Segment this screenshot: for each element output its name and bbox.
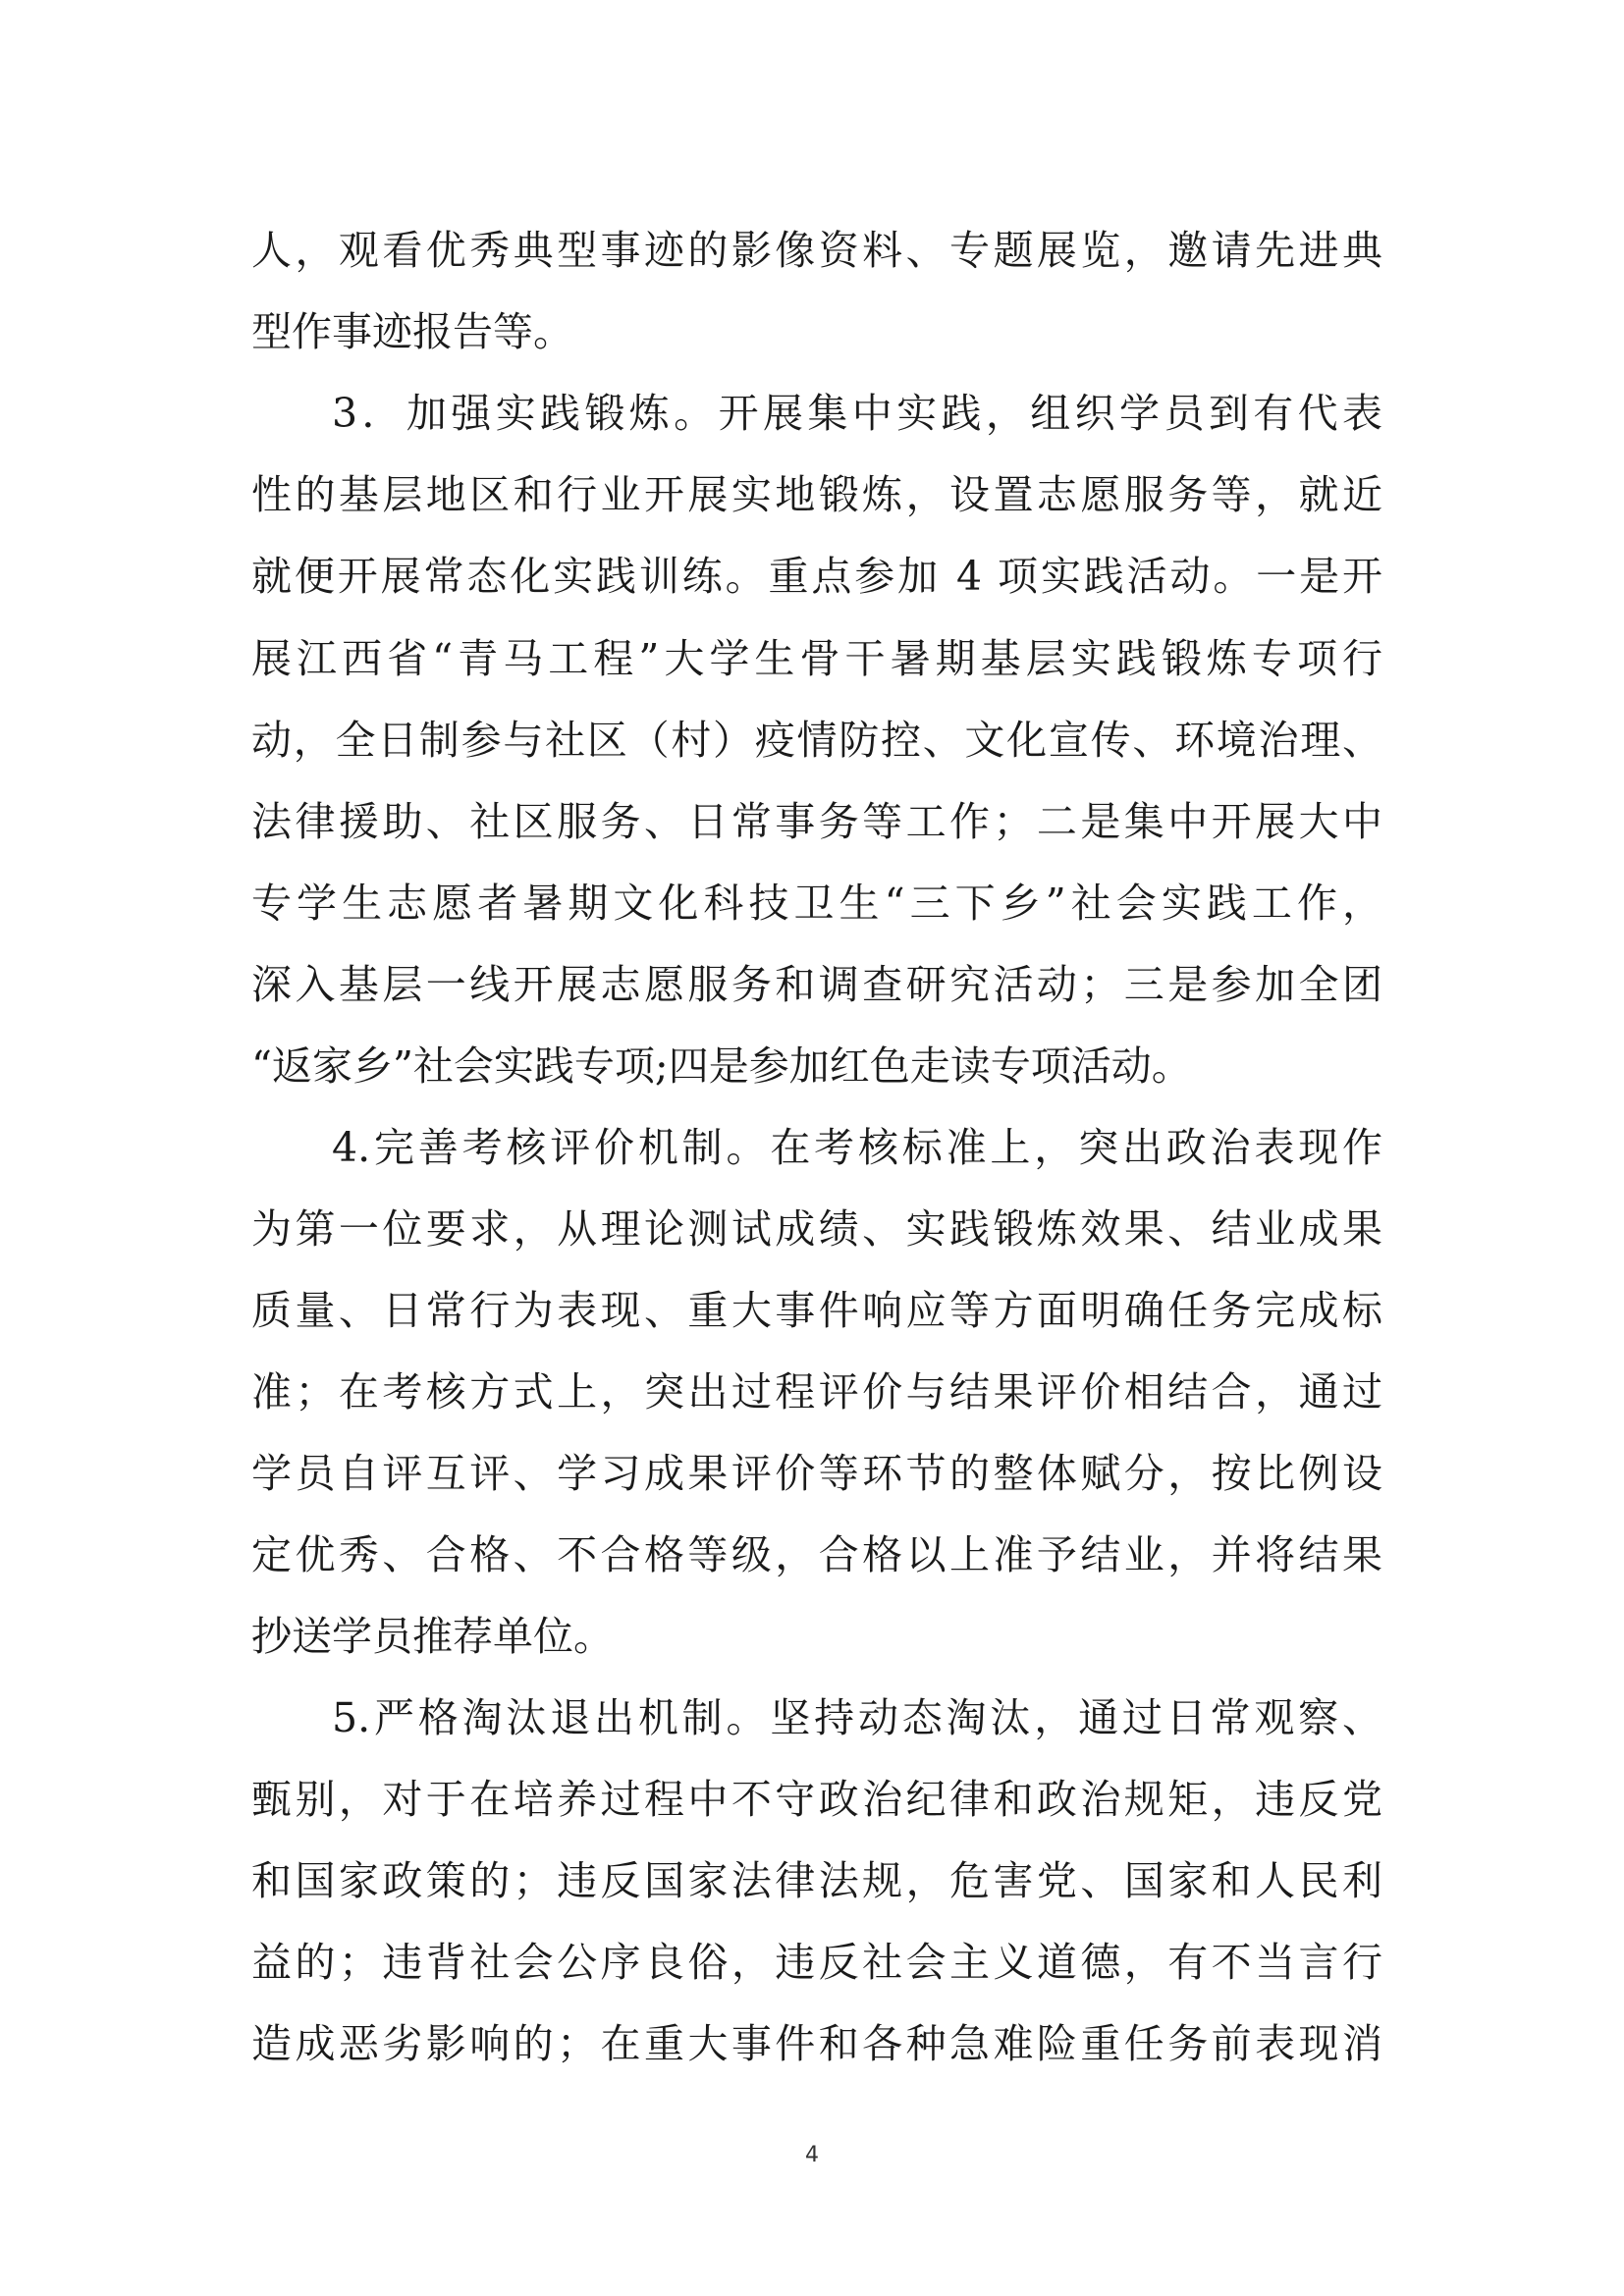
page-number: 4 xyxy=(805,2143,819,2167)
paragraph-heading-line: 5.严格淘汰退出机制。坚持动态淘汰，通过日常观察、 xyxy=(332,1694,1382,1741)
paragraph-heading-line: 3．加强实践锻炼。开展集中实践，组织学员到有代表 xyxy=(332,390,1382,437)
text-line: 准；在考核方式上，突出过程评价与结果评价相结合，通过 xyxy=(251,1368,1382,1415)
text-line: 定优秀、合格、不合格等级，合格以上准予结业，并将结果 xyxy=(251,1531,1382,1578)
text-line: 和国家政策的；违反国家法律法规，危害党、国家和人民利 xyxy=(251,1857,1382,1904)
text-line: 人，观看优秀典型事迹的影像资料、专题展览，邀请先进典 xyxy=(251,227,1382,274)
text-line: 质量、日常行为表现、重大事件响应等方面明确任务完成标 xyxy=(251,1287,1382,1334)
text-line: 造成恶劣影响的；在重大事件和各种急难险重任务前表现消 xyxy=(251,2020,1382,2067)
text-line: 型作事迹报告等。 xyxy=(251,308,573,355)
text-line: 益的；违背社会公序良俗，违反社会主义道德，有不当言行 xyxy=(251,1939,1382,1986)
text-line: 为第一位要求，从理论测试成绩、实践锻炼效果、结业成果 xyxy=(251,1205,1382,1253)
text-line: 就便开展常态化实践训练。重点参加 4 项实践活动。一是开 xyxy=(251,553,1382,600)
text-line: 法律援助、社区服务、日常事务等工作；二是集中开展大中 xyxy=(251,798,1382,845)
text-line: 动，全日制参与社区（村）疫情防控、文化宣传、环境治理、 xyxy=(251,717,1382,764)
text-line: “返家乡”社会实践专项;四是参加红色走读专项活动。 xyxy=(251,1042,1192,1090)
text-line: 深入基层一线开展志愿服务和调查研究活动；三是参加全团 xyxy=(251,961,1382,1008)
text-line: 性的基层地区和行业开展实地锻炼，设置志愿服务等，就近 xyxy=(251,471,1382,518)
text-line: 专学生志愿者暑期文化科技卫生“三下乡”社会实践工作， xyxy=(251,880,1382,927)
text-line: 甄别，对于在培养过程中不守政治纪律和政治规矩，违反党 xyxy=(251,1776,1382,1823)
text-line: 学员自评互评、学习成果评价等环节的整体赋分，按比例设 xyxy=(251,1450,1382,1497)
text-line: 展江西省“青马工程”大学生骨干暑期基层实践锻炼专项行 xyxy=(251,635,1382,682)
paragraph-heading-line: 4.完善考核评价机制。在考核标准上，突出政治表现作 xyxy=(332,1124,1382,1171)
text-line: 抄送学员推荐单位。 xyxy=(251,1613,614,1660)
